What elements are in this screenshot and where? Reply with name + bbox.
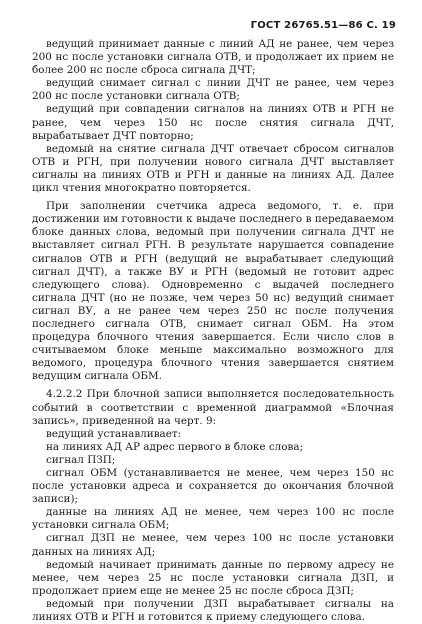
paragraph: ведомый на снятие сигнала ДЧТ отвечает сбросом сигналов ОТВ и РГН, при получении нового сигнала ДЧТ выставляет сигналы на линиях ОТВ и РГН и данные на линиях АД. Далее цикл чтения многократно повторяется. — [32, 142, 394, 195]
paragraph: При заполнении счетчика адреса ведомого, т. е. при достижении им готовности к выдаче последнего в передаваемом блоке данных слова, ведомый при получении сигнала ДЧТ не выставляет сигнал РГН. В результате нарушается совпадение сигналов ОТВ и РГН (ведущий не вырабатывает следующий сигнал ДЧТ), а также ВУ и РГН (ведомый не готовит адрес следующего слова). Одновременно с выдачей последнего сигнала ДЧТ (но не позже, чем через 50 нс) ведущий снимает сигнал ВУ, а не ранее чем через 250 нс после получения последнего сигнала ОТВ, снимает сигнал ОБМ. На этом процедура блочного чтения завершается. Если число слов в считываемом блоке меньше максимально возможного для ведомого, процедура блочного чтения завершается снятием ведущим сигнала ОБМ. — [32, 200, 394, 383]
paragraph: 4.2.2.2 При блочной записи выполняется последовательность событий в соответствии с временной диаграммой «Блочная запись», приведенной на черт. 9: — [32, 388, 394, 427]
paragraph: ведущий при совпадении сигналов на линиях ОТВ и РГН не ранее, чем через 150 нс после снятия сигнала ДЧТ, вырабатывает ДЧТ повторно; — [32, 103, 394, 142]
paragraph: ведущий устанавливает: — [46, 427, 182, 440]
paragraph: сигнал ПЗП; — [46, 453, 116, 466]
paragraph: ведомый при получении ДЗП вырабатывает сигналы на линиях ОТВ и РГН и готовится к приему следующего слова. — [32, 597, 394, 624]
paragraph: сигнал ДЗП не менее, чем через 100 нс после установки данных на линиях АД; — [32, 532, 394, 558]
paragraph: сигнал ОБМ (устанавливается не менее, чем через 150 нс после установки адреса и сохраняется до окончания блочной записи); — [32, 467, 394, 506]
paragraph: ведущий снимает сигнал с линии ДЧТ не ранее, чем через 200 нс после установки сигнала ОТВ; — [32, 77, 394, 103]
paragraph: на линиях АД АР адрес первого в блоке слова; — [46, 440, 304, 453]
paragraph: ведомый начинает принимать данные по первому адресу не менее, чем через 25 нс после установки сигнала ДЗП, и продолжает прием еще не менее 25 нс после сброса ДЗП; — [32, 558, 394, 597]
page-header: ГОСТ 26765.51—86 С. 19 — [250, 20, 396, 31]
paragraph: ведущий принимает данные с линий АД не ранее, чем через 200 нс после установки сигнала ОТВ, и продолжает их прием не более 200 нс после сброса сигнала ДЧТ; — [32, 38, 394, 77]
document-body — [32, 38, 394, 624]
paragraph: данные на линиях АД не менее, чем через 100 нс после установки сигнала ОБМ; — [32, 506, 394, 532]
